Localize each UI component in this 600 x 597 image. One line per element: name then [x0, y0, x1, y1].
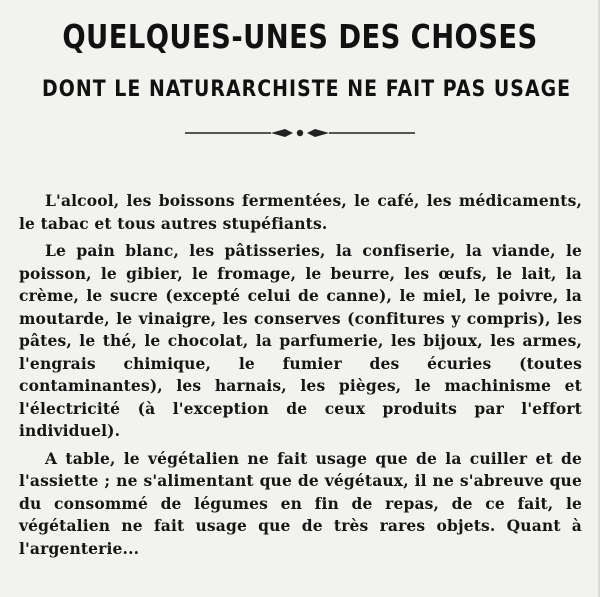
page-subtitle: DONT LE NATURARCHISTE NE FAIT PAS USAGE	[42, 77, 572, 102]
paragraph-3: A table, le végétalien ne fait usage que de la cuiller et de l'assiette ; ne s'alimentant que de végétaux, il ne s'abreuve que du consommé de légumes en fin de repas, de ce fait, le végétalien ne fait usage que de très rares objets. Quant à l'argenterie...	[19, 448, 582, 558]
divider-ornament-icon	[185, 126, 415, 140]
body-text	[19, 190, 582, 565]
paragraph-2: Le pain blanc, les pâtisseries, la confiserie, la viande, le poisson, le gibier, le fromage, le beurre, les œufs, le lait, la crème, le sucre (excepté celui de canne), le miel, le poivre, la moutarde, le vinaigre, les conserves (confitures y compris), les pâtes, le thé, le chocolat, la parfumerie, les bijoux, les armes, l'engrais chimique, le fumier des écuries (toutes contaminantes), les harnais, les pièges, le machinisme et l'électricité (à l'exception de ceux produits par l'effort individuel).	[19, 241, 582, 440]
page-title: QUELQUES-UNES DES CHOSES	[62, 17, 538, 56]
paragraph-1: L'alcool, les boissons fermentées, le café, les médicaments, le tabac et tous autres stupéfiants.	[19, 191, 582, 233]
